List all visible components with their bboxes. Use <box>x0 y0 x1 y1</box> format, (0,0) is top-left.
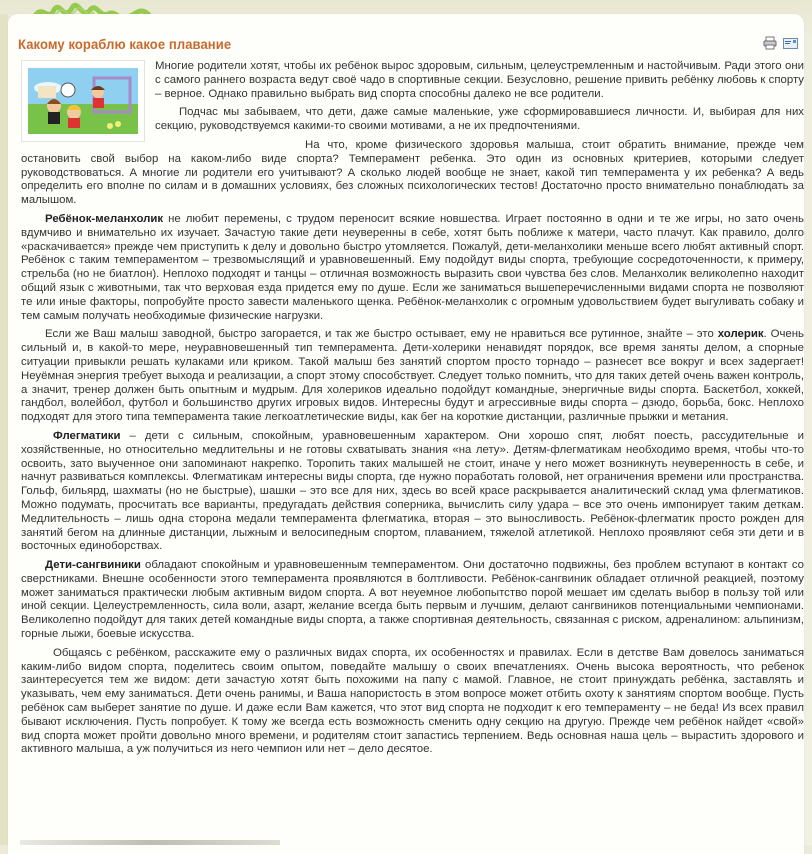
term-sanguine: Дети-сангвиники <box>45 559 141 572</box>
paragraph-melancholic: Ребёнок-меланхолик не любит перемены, с трудом переносит всякие новшества. Играет постоянно в одни и те же игры, но зато очень вдумчиво и внимательно их изучает. Зачастую такие дети неуверенны в себе, хотят быть поближе к матери, часто плачут. Как правило, долго «раскачивается» прежде чем приступить к делу и довольно быстро утомляется. Пожалуй, дети-меланхолики меньше всего любят активный спорт. Ребёнок с таким темпераментом – трезвомыслящий и уравновешенный. Ему подойдут виды спорта, требующие сосредоточенности, к примеру, стрельба (но не биатлон). Неплохо подходят и танцы – отличная возможность выразить свои чувства без слов. Меланхолик великолепно находит общий язык с животными, так что верховая езда придется ему по душе. Если же заниматься вышеперечисленными видами спорта не позволяют те или иные факторы, попробуйте просто завести маленького щенка. Ребёнок-меланхолик с огромным удовольствием будет выгуливать собаку и тем самым получать необходимые физические нагрузки. <box>21 212 804 322</box>
left-border <box>0 14 8 845</box>
term-choleric: холерик <box>717 328 764 341</box>
term-phlegmatic: Флегматики <box>53 429 121 442</box>
bottom-divider <box>20 840 280 845</box>
paragraph-sanguine: Дети-сангвиники обладают спокойным и уравновешенным темпераментом. Они достаточно подвижны, без проблем вступают в контакт со сверстниками. Внешне особенности этого темперамента проявляются в болтливости. Ребёнок-сангвиник обладает отличной реакцией, поэтому может заниматься практически любым активным видом спорта. А вот неуемное любопытство порой мешает им сделать выбор в пользу той или иной секции. Целеустремленность, сила воли, азарт, желание всегда быть первым и лучшим, делают сангвиников потенциальными чемпионами. Великолепно подойдут для таких детей командные виды спорта, а также спортивная деятельность, связанная с риском, адреналином: альпинизм, горные лыжи, боевые искусства. <box>21 559 804 641</box>
article-title: Какому кораблю какое плавание <box>18 36 232 52</box>
paragraph-temperament: На что, кроме физического здоровья малыша, стоит обратить внимание, прежде чем остановить свой выбор на каком-либо виде спорта? Темперамент ребенка. Это один из основных критериев, которыми следует руководствоваться. А многие ли родители его учитывают? А сколько людей вообще не знает, какой тип темперамента у их ребенка? А ведь определить его вполне по силам и в домашних условиях, без сложных психологических тестов! Достаточно просто внимательно понаблюдать за малышом. <box>21 138 804 207</box>
term-melancholic: Ребёнок-меланхолик <box>45 212 164 225</box>
article-body <box>21 60 804 762</box>
article-toolbar <box>763 36 798 50</box>
kids-football-image <box>21 60 145 142</box>
paragraph-conclusion: Общаясь с ребёнком, расскажите ему о различных видах спорта, их особенностях и правилах. Если в детстве Вам довелось заниматься каким-либо видом спорта, поделитесь своим опытом, поведайте малышу о своих впечатлениях. Очень высока вероятность, что ребенок заинтересуется тем же видом: дети зачастую хотят быть похожими на папу с мамой. Главное, не стоит принуждать ребёнка, заставлять и указывать, чем ему заниматься. Дети очень ранимы, и Ваша напористость в этом вопросе может отбить охоту к занятиям спортом вообще. Пусть ребёнок сам выберет занятие по душе. И даже если Вам кажется, что этот вид спорта не подходит к его темпераменту – не беда! Из всех правил бывают исключения. Пусть попробует. К тому же всегда есть возможность сменить одну секцию на другую. Прежде чем ребёнок найдет «свой» вид спорта может пройти довольно много времени, и родителям стоит запастись терпением. Ведь основная наша цель – вырастить здорового и активного малыша, а уж получиться из него чемпион или нет – дело десятое. <box>21 646 804 756</box>
printer-icon[interactable] <box>763 36 777 50</box>
envelope-icon[interactable] <box>783 38 798 49</box>
paragraph-personality: Подчас мы забываем, что дети, даже самые маленькие, уже сформировавшиеся личности. И, выбирая для них секцию, руководствуемся какими-то своими мотивами, а не их предпочтениями. <box>155 106 804 133</box>
paragraph-phlegmatic: Флегматики – дети с сильным, спокойным, уравновешенным характером. Они хорошо спят, любят поесть, рассудительные и хозяйственные, но относительно медлительны и не готовы схватывать знания «на лету». Детям-флегматикам необходимо время, чтобы что-то освоить, зато выученное они запоминают накрепко. Торопить таких малышей не стоит, иначе у него может возникнуть неуверенность в себе, и начнут развиваться комплексы. Флегматикам интересны виды спорта, где нужно поработать головой, нет ограничения времени или пространства. Гольф, бильярд, шахматы (но не быстрые), шашки – это все для них, здесь во всей красе раскрывается аналитический склад ума флегматиков. Можно подумать, просчитать все варианты, предугадать действия соперника, вычислить силу удара – все это очень импонирует таким деткам. Медлительность – лишь одна сторона медали темперамента флегматика, вторая – это выносливость. Ребёнок-флегматик просто рожден для занятий бегом на длинные дистанции, лыжным и велосипедным спортом, плаванием, тяжелой атлетикой. Неплохо проявляют себя эти дети и в восточных единоборствах. <box>21 429 804 553</box>
paragraph-choleric: Если же Ваш малыш заводной, быстро загорается, и так же быстро остывает, ему не нравиться все рутинное, знайте – это холерик. Очень сильный и, в какой-то мере, неуравновешенный тип темперамента. Дети-холерики ненавидят порядок, все время заняты делом, а спорные ситуации привыкли решать кулаками или криком. Такой малыш без занятий спортом просто торнадо – разнесет все вокруг и всех задергает! Неуёмная энергия требует выхода и реализации, а спорт этому способствует. Следует только помнить, что для таких детей очень важен контроль, а значит, тренер должен быть опытным и мудрым. Для холериков идеально подойдут командные, энергичные виды спорта. Баскетбол, хоккей, гандбол, волейбол, футбол и большинство других игровых видов. Интересны будут и агрессивные виды спорта – дзюдо, борьба, бокс. Неплохо подходят для этого типа темперамента такие легкоатлетические виды, как бег на короткие дистанции, различные прыжки и метания. <box>21 328 804 424</box>
paragraph-intro: Многие родители хотят, чтобы их ребёнок вырос здоровым, сильным, целеустремленным и настойчивым. Ради этого они с самого раннего возраста ведут своё чадо в спортивные секции. Безусловно, решение привить ребёнку любовь к спорту – верное. Однако правильно выбрать вид спорта способны далеко не все родители. <box>155 60 804 100</box>
